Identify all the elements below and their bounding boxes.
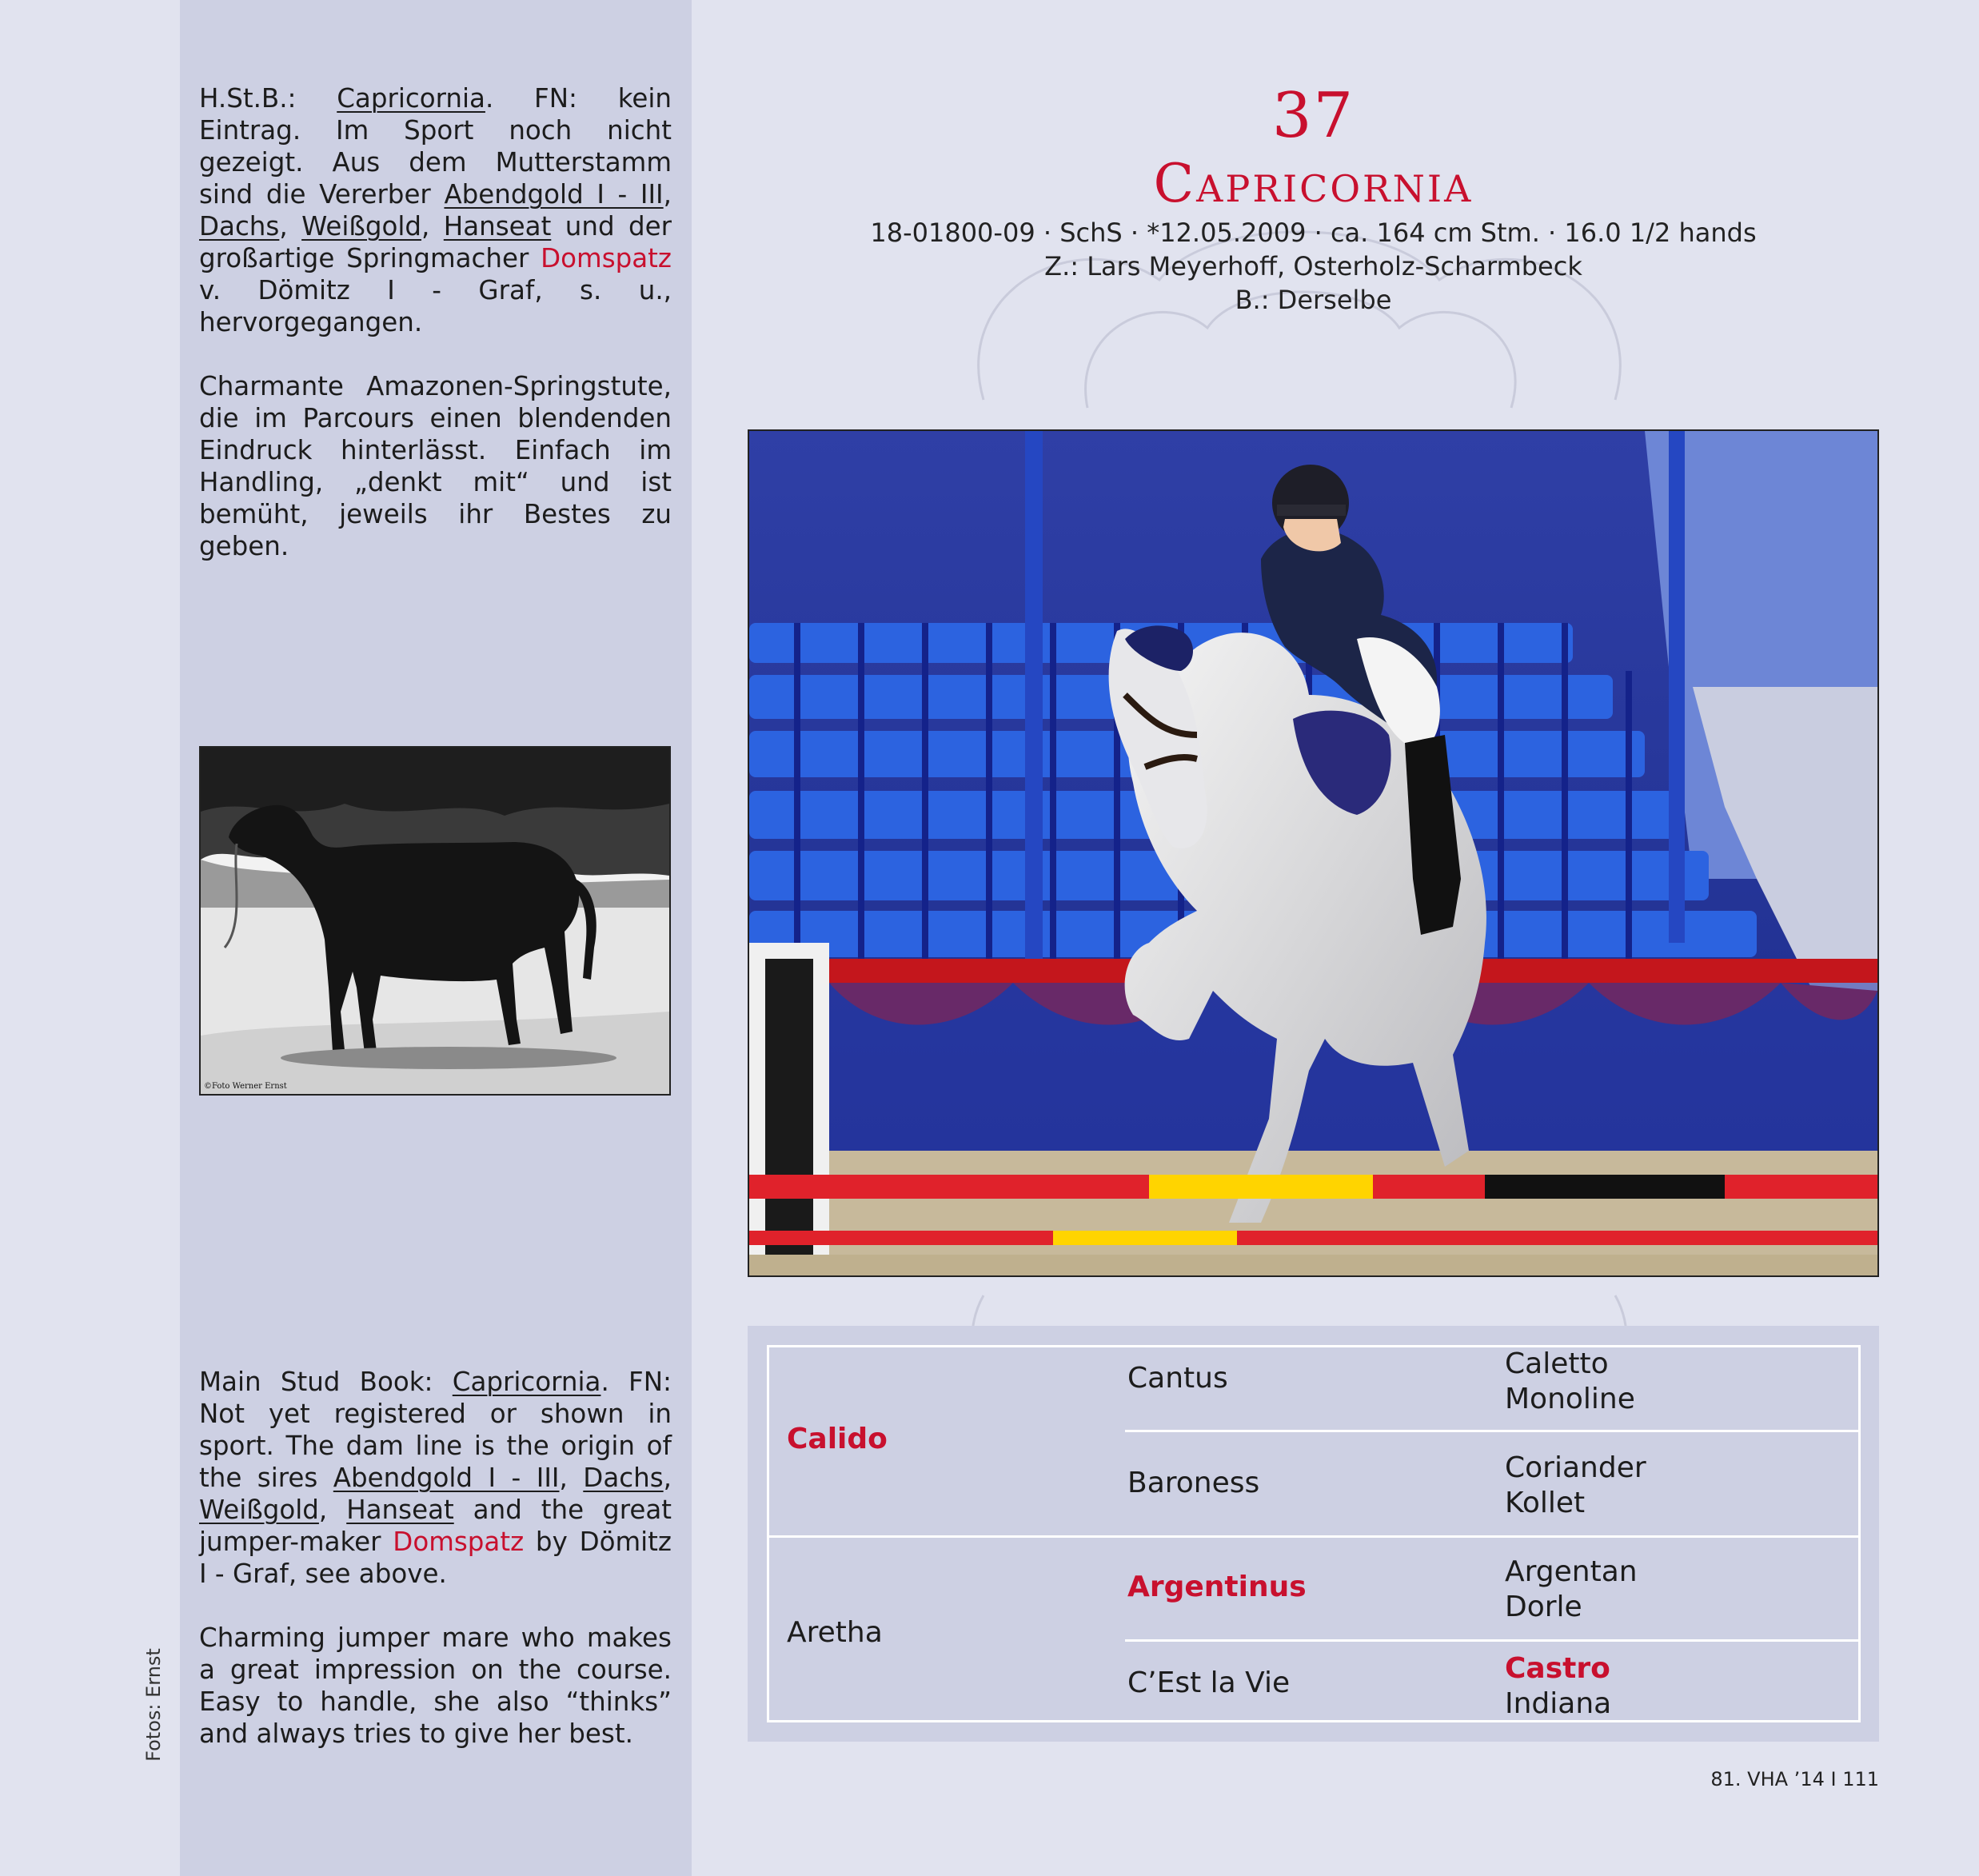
photo-credit-vertical: Fotos: Ernst — [142, 1648, 165, 1762]
highlight-name: Domspatz — [541, 243, 672, 273]
pedigree-dam-sire: Argentinus — [1127, 1571, 1307, 1603]
text-run: The dam line is the origin of the sires — [199, 1431, 672, 1493]
text-run: , — [279, 211, 302, 241]
text-run: , — [663, 1463, 672, 1493]
text-run: H.St.B.: — [199, 83, 337, 114]
owner-line: B.: Derselbe — [1235, 285, 1392, 315]
stallion-name: Hanseat — [443, 211, 552, 241]
text-run: , — [318, 1495, 347, 1525]
stallion-name: Dachs — [199, 211, 280, 241]
text-run: and the great jumper-maker — [199, 1495, 672, 1557]
pedigree-divider-main — [769, 1535, 1858, 1538]
pedigree-table — [767, 1345, 1861, 1722]
english-paragraph-2 — [199, 1622, 672, 1750]
stallion-name: Capricornia — [452, 1367, 601, 1397]
text-run: , — [559, 1463, 584, 1493]
text-run: , — [663, 179, 672, 210]
text-run: by Dömitz I - Graf, see above. — [199, 1527, 672, 1589]
dam-photo — [199, 746, 671, 1096]
text-run: , — [421, 211, 444, 241]
pedigree-g3-3: Coriander — [1505, 1451, 1646, 1484]
german-paragraph-1 — [199, 82, 672, 338]
page-folio: 81. VHA ’14 I 111 — [1710, 1768, 1879, 1790]
text-run: Charmante Amazonen-Springstute, die im Parcours einen blendenden Eindruck hinterlässt. Einfach im Handling, „denkt mit“ und ist bemüht, jeweils ihr Bestes zu geben. — [199, 371, 672, 561]
pedigree-dam: Aretha — [787, 1616, 883, 1649]
show-jumping-photo — [749, 431, 1877, 1275]
pedigree-g3-5: Argentan — [1505, 1555, 1638, 1588]
text-run: Main Stud Book: — [199, 1367, 453, 1397]
text-run: . FN: Not yet registered or shown in sport. — [199, 1367, 672, 1461]
main-photo — [748, 429, 1879, 1277]
pedigree-g3-6: Dorle — [1505, 1591, 1582, 1623]
stallion-name: Dachs — [583, 1463, 664, 1493]
pedigree-dam-dam: C’Est la Vie — [1127, 1666, 1291, 1699]
english-description — [199, 1366, 672, 1750]
text-run: und der großartige Springmacher — [199, 211, 672, 273]
text-run: Aus dem Mutterstamm sind die Vererber — [199, 147, 672, 210]
text-run: . FN: kein Eintrag. Im Sport noch nicht gezeigt. — [199, 83, 672, 178]
dam-photo-credit: ©Foto Werner Ernst — [204, 1082, 287, 1091]
stallion-name: Abendgold I - III — [333, 1463, 560, 1493]
identification-line: 18-01800-09 · SchS · *12.05.2009 · ca. 164 cm Stm. · 16.0 1/2 hands — [870, 218, 1757, 248]
english-paragraph-1 — [199, 1366, 672, 1590]
pedigree-sire-dam: Baroness — [1127, 1467, 1260, 1499]
highlight-name: Domspatz — [393, 1527, 525, 1557]
stallion-name: Abendgold I - III — [444, 179, 664, 210]
pedigree-sire: Calido — [787, 1423, 888, 1455]
dam-photo-image — [201, 748, 669, 1094]
stallion-name: Capricornia — [337, 83, 485, 114]
pedigree-g3-8: Indiana — [1505, 1687, 1612, 1720]
pedigree-divider-lower — [1125, 1639, 1858, 1642]
german-paragraph-2 — [199, 370, 672, 562]
pedigree-panel — [748, 1326, 1879, 1742]
pedigree-divider-upper — [1125, 1430, 1858, 1432]
horse-name: Capricornia — [1153, 153, 1474, 214]
pedigree-sire-sire: Cantus — [1127, 1362, 1228, 1395]
pedigree-g3-1: Caletto — [1505, 1347, 1609, 1380]
stallion-name: Weißgold — [199, 1495, 319, 1525]
pedigree-g3-4: Kollet — [1505, 1487, 1586, 1519]
stallion-name: Weißgold — [301, 211, 422, 241]
stallion-name: Hanseat — [346, 1495, 454, 1525]
breeder-line: Z.: Lars Meyerhoff, Osterholz-Scharmbeck — [1044, 251, 1582, 281]
lot-number: 37 — [1271, 80, 1355, 152]
text-run: v. Dömitz I - Graf, s. u., hervorgegangen. — [199, 275, 672, 337]
text-run: Charming jumper mare who makes a great impression on the course. Easy to handle, she also “thinks” and always tries to give her best. — [199, 1623, 672, 1749]
lot-header — [800, 80, 1827, 317]
pedigree-g3-2: Monoline — [1505, 1383, 1635, 1415]
pedigree-g3-7: Castro — [1505, 1652, 1610, 1685]
german-description — [199, 82, 672, 562]
